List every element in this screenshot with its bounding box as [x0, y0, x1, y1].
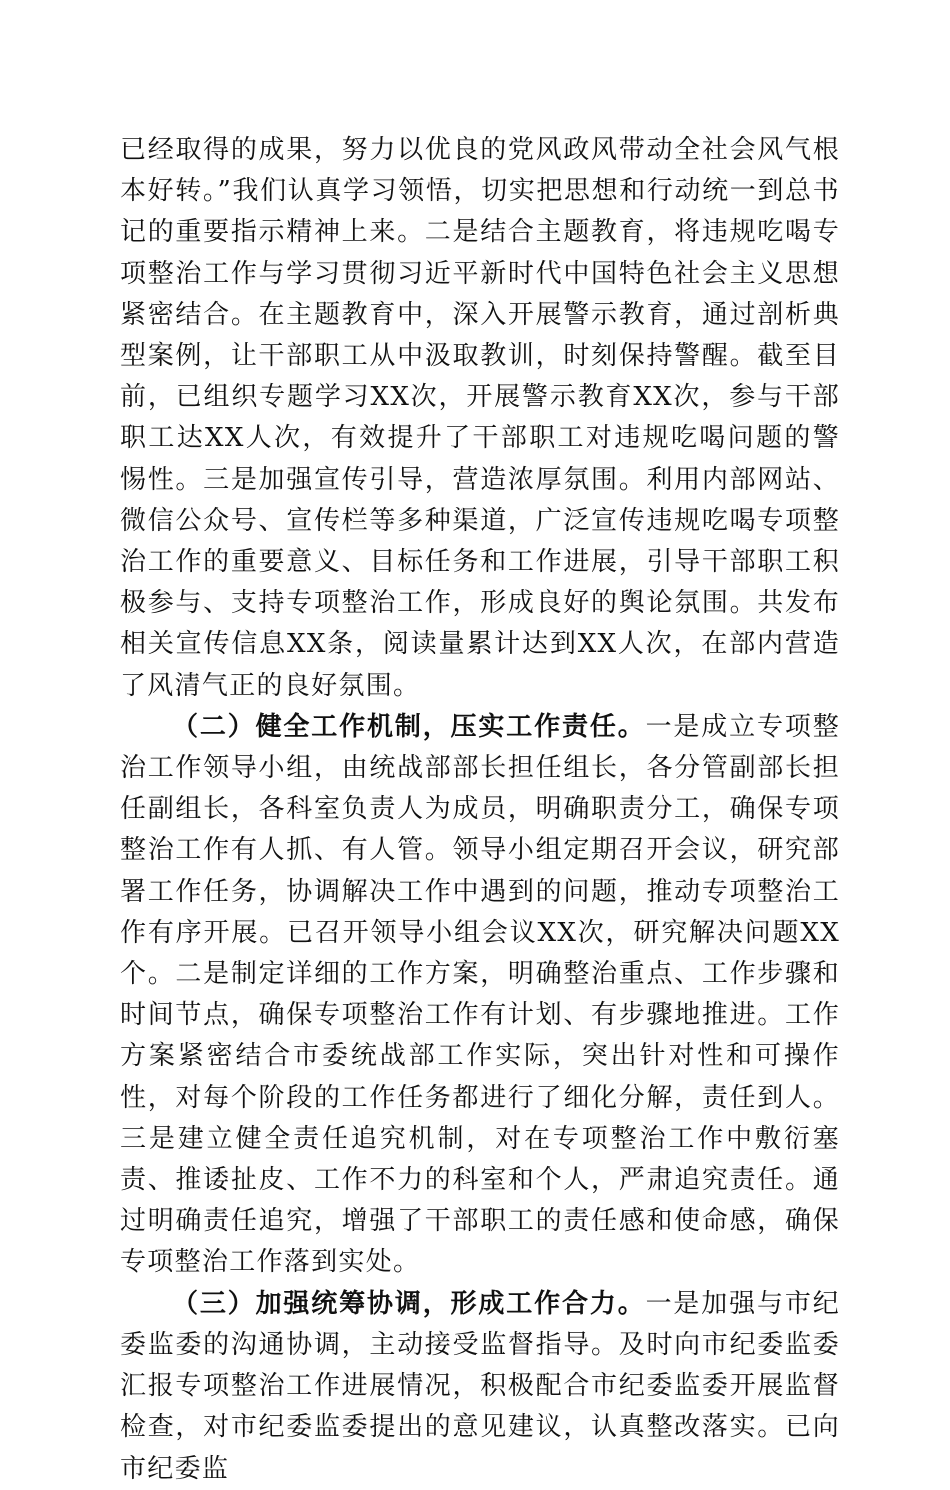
paragraph-2-heading: （二）健全工作机制，压实工作责任。	[172, 711, 646, 742]
paragraph-3-heading: （三）加强统筹协调，形成工作合力。	[172, 1288, 646, 1319]
paragraph-2-text: 一是成立专项整治工作领导小组，由统战部部长担任组长，各分管副部长担任副组长，各科室负责人为成员，明确职责分工，确保专项整治工作有人抓、有人管。领导小组定期召开会议，研究部署工作任务，协调解决工作中遇到的问题，推动专项整治工作有序开展。已召开领导小组会议XX次，研究解决问题XX个。二是制定详细的工作方案，明确整治重点、工作步骤和时间节点，确保专项整治工作有计划、有步骤地推进。工作方案紧密结合市委统战部工作实际，突出针对性和可操作性，对每个阶段的工作任务都进行了细化分解，责任到人。三是建立健全责任追究机制，对在专项整治工作中敷衍塞责、推诿扯皮、工作不力的科室和个人，严肃追究责任。通过明确责任追究，增强了干部职工的责任感和使命感，确保专项整治工作落到实处。	[120, 711, 840, 1278]
paragraph-1	[120, 130, 840, 707]
document-body	[120, 130, 840, 1490]
paragraph-3	[120, 1284, 840, 1490]
paragraph-3-text: 一是加强与市纪委监委的沟通协调，主动接受监督指导。及时向市纪委监委汇报专项整治工作进展情况，积极配合市纪委监委开展监督检查，对市纪委监委提出的意见建议，认真整改落实。已向市纪委监	[120, 1288, 840, 1484]
paragraph-2	[120, 707, 840, 1284]
paragraph-1-text: 已经取得的成果，努力以优良的党风政风带动全社会风气根本好转。”我们认真学习领悟，切实把思想和行动统一到总书记的重要指示精神上来。二是结合主题教育，将违规吃喝专项整治工作与学习贯彻习近平新时代中国特色社会主义思想紧密结合。在主题教育中，深入开展警示教育，通过剖析典型案例，让干部职工从中汲取教训，时刻保持警醒。截至目前，已组织专题学习XX次，开展警示教育XX次，参与干部职工达XX人次，有效提升了干部职工对违规吃喝问题的警惕性。三是加强宣传引导，营造浓厚氛围。利用内部网站、微信公众号、宣传栏等多种渠道，广泛宣传违规吃喝专项整治工作的重要意义、目标任务和工作进展，引导干部职工积极参与、支持专项整治工作，形成良好的舆论氛围。共发布相关宣传信息XX条，阅读量累计达到XX人次，在部内营造了风清气正的良好氛围。	[120, 135, 840, 701]
